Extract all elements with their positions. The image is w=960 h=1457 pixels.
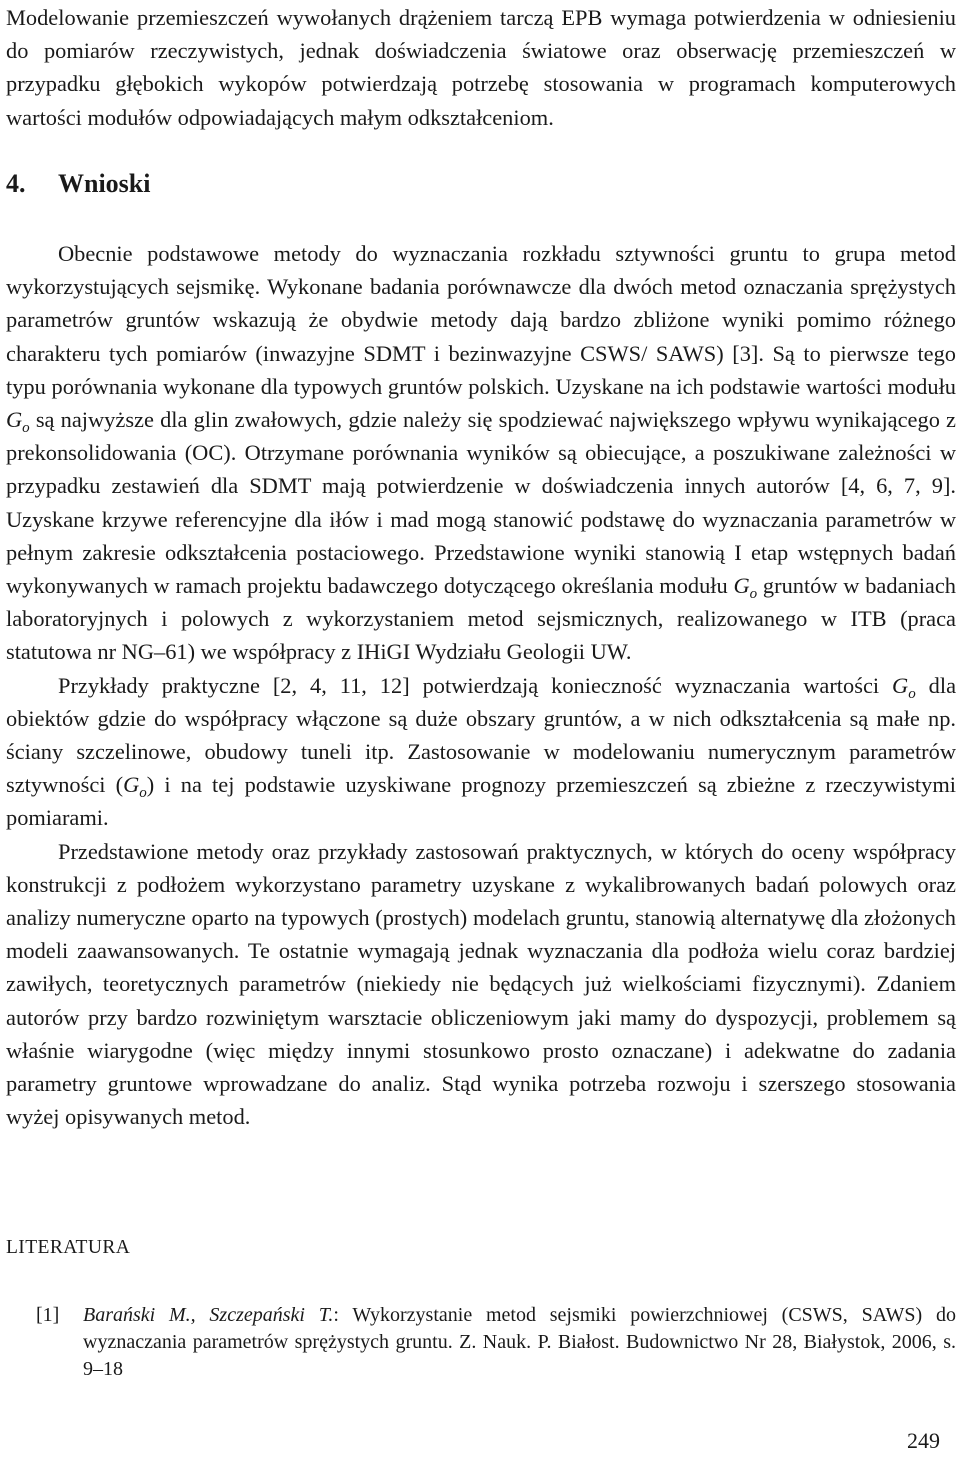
conclusion-paragraph-1: Obecnie podstawowe metody do wyznaczania rozkładu sztywności gruntu to grupa metod wykorzystujących sejsmikę. Wykonane badania porównawcze dla dwóch metod oznaczania sprężystych parametrów gruntów wskazują że obydwie metody dają bardzo zbliżone wyniki pomimo różnego charakteru tych pomiarów (inwazyjne SDMT i bezinwazyjne CSWS/ SAWS) [3]. Są to pierwsze tego typu porównania wykonane dla typowych gruntów polskich. Uzyskane na ich podstawie wartości modułu $G_o$ są najwyższe dla glin zwałowych, gdzie należy się spodziewać największego wpływu wynikającego z prekonsolidowania (OC). Otrzymane porównania wyników są obiecujące, a poszukiwane zależności w przypadku zestawień dla SDMT mają potwierdzenie w doświadczenia innych autorów [4, 6, 7, 9]. Uzyskane krzywe referencyjne dla iłów i mad mogą stanowić podstawę do wyznaczania parametrów w pełnym zakresie odkształcenia postaciowego. Przedstawione wyniki stanowią I etap wstępnych badań wykonywanych w ramach projektu badawczego dotyczącego określania modułu $G_o$ gruntów w badaniach laboratoryjnych i polowych z wykorzystaniem metod sejsmicznych, realizowanego w ITB (praca statutowa nr NG–61) we współpracy z IHiGI Wydziału Geologii UW. [6,241,956,665]
reference-number: [1] [36,1304,60,1326]
symbol-g: $G_o$ [733,573,758,603]
symbol-g: $G_o$ [6,407,30,437]
page-number: 249 [907,1428,940,1453]
conclusion-paragraph-3: Przedstawione metody oraz przykłady zastosowań praktycznych, w których do oceny współpracy konstrukcji z podłożem wykorzystano parametry uzyskane z wykalibrowanych badań polowych oraz analizy numeryczne oparto na typowych (prostych) modelach gruntu, stanowią alternatywę dla złożonych modeli zaawansowanych. Te ostatnie wymagają jednak wyznaczania dla podłoża wielu coraz bardziej zawiłych, teoretycznych parametrów (niekiedy nie będących już wielkościami fizycznymi). Zdaniem autorów przy bardzo rozwiniętym warsztacie obliczeniowym jaki mamy do dyspozycji, problemem są właśnie wiarygodne (więc między innymi stosunkowo prosto oznaczane) i adekwatne do zadania parametry gruntowe wprowadzane do analiz. Stąd wynika potrzeba rozwoju i szerszego stosowania wyżej opisywanych metod. [6,838,956,1130]
reference-authors: Barański M., Szczepański T. [83,1304,334,1326]
conclusion-paragraph-2: Przykłady praktyczne [2, 4, 11, 12] potwierdzają konieczność wyznaczania wartości $G_o$ dla obiektów gdzie do współpracy włączone są duże obszary gruntów, a w nich odkształcenia są małe np. ściany szczelinowe, obudowy tuneli itp. Zastosowanie w modelowaniu numerycznym parametrów sztywności $(G_o)$ i na tej podstawie uzyskiwane prognozy przemieszczeń są zbieżne z rzeczywistymi pomiarami. [6,672,957,831]
literature-heading: LITERATURA [6,1237,131,1258]
section-number: 4. [6,169,26,198]
section-title: Wnioski [58,169,151,198]
conclusions-body [6,237,956,1133]
intro-paragraph: Modelowanie przemieszczeń wywołanych drążeniem tarczą EPB wymaga potwierdzenia w odniesieniu do pomiarów rzeczywistych, jednak doświadczenia światowe oraz obserwację przemieszczeń w przypadku głębokich wykopów potwierdzają potrzebę stosowania w programach komputerowych wartości modułów odpowiadających małym odkształceniom. [6,5,956,130]
symbol-g: $G_o$ [892,672,916,702]
reference-text: Barański M., Szczepański T.: Wykorzystanie metod sejsmiki powierzchniowej (CSWS, SAWS) do wyznaczania parametrów sprężystych gruntu. Z. Nauk. P. Białost. Budownictwo Nr 28, Białystok, 2006, s. 9–18 [83,1304,956,1380]
reference-item [36,1302,956,1383]
symbol-g: $G_o$ [123,772,147,802]
section-heading [6,169,151,199]
